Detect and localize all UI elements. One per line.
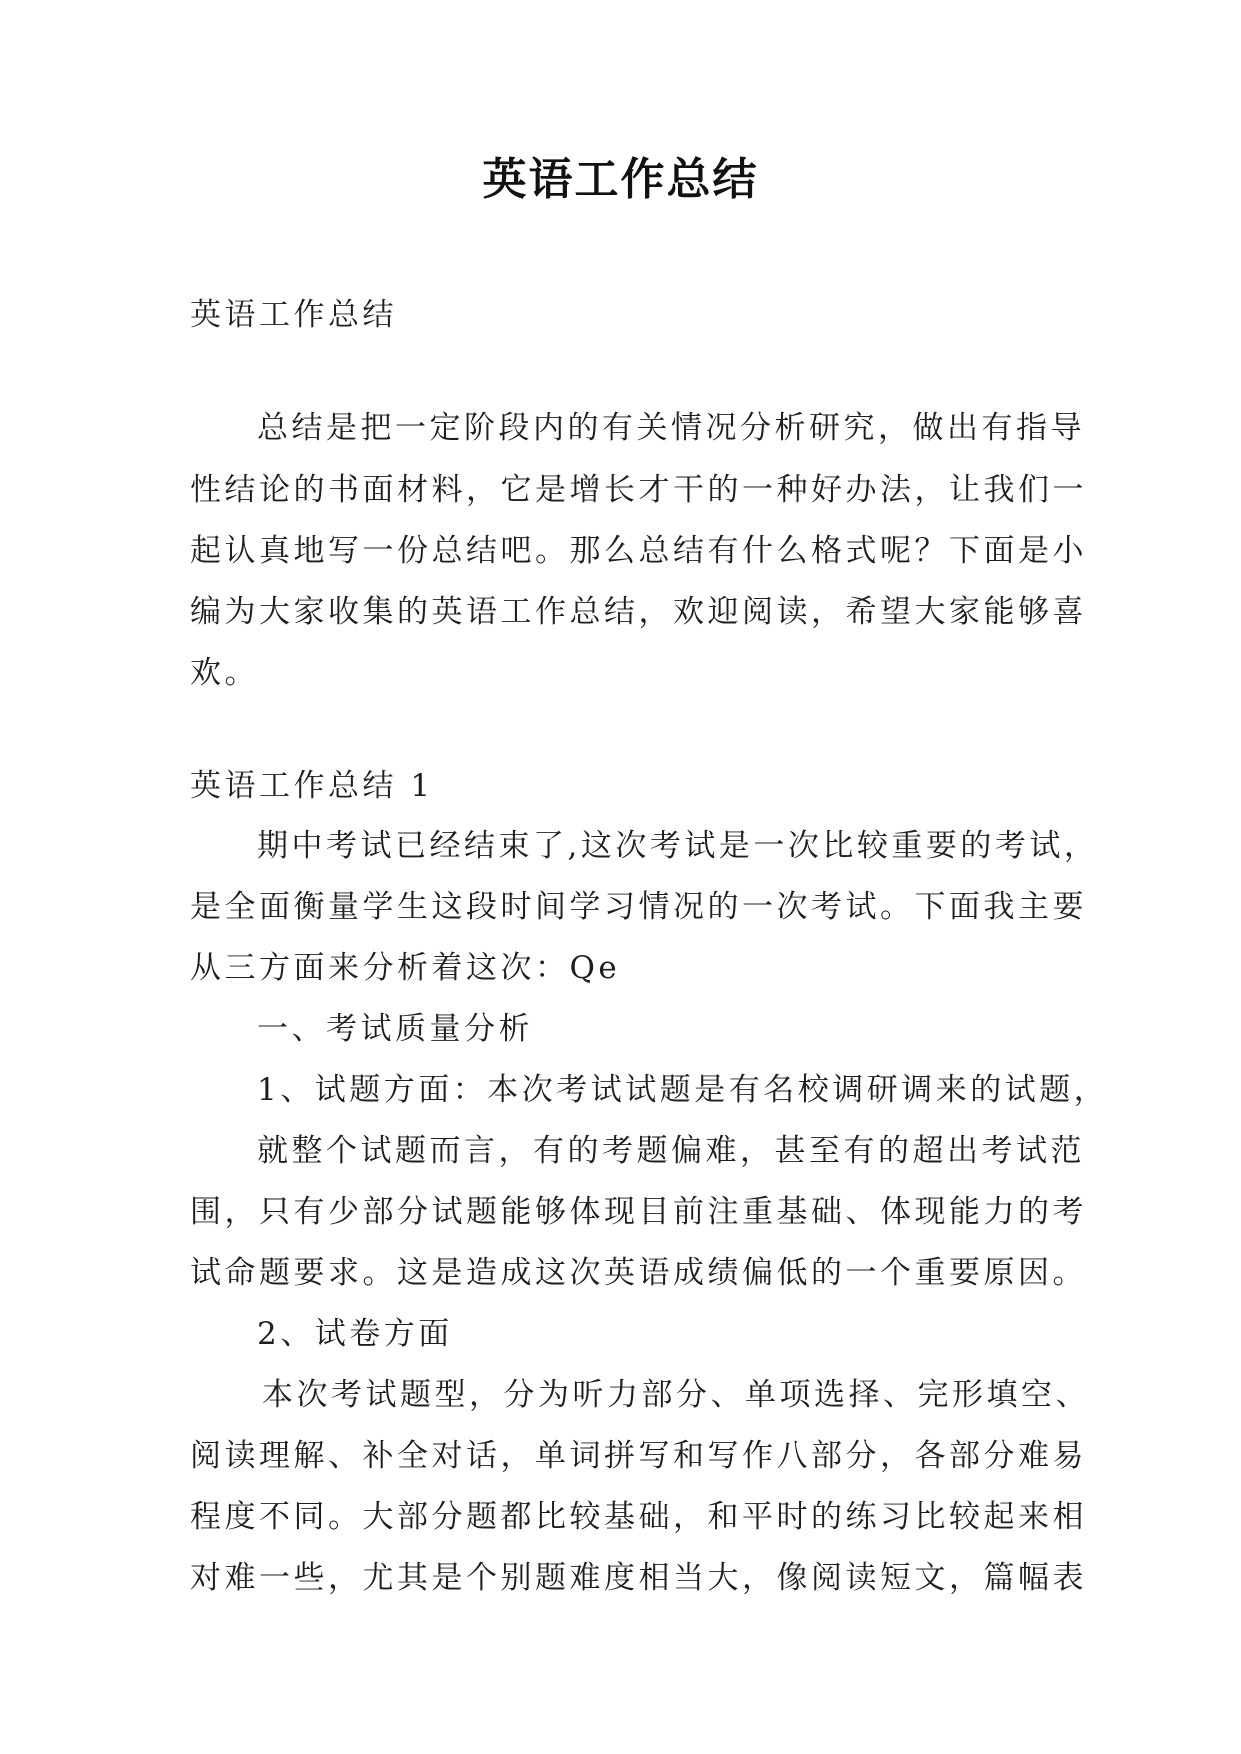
item1-line-2: 围，只有少部分试题能够体现目前注重基础、体现能力的考 <box>190 1194 1087 1230</box>
section1-line-3: 从三方面来分析着这次：Qe <box>190 950 621 986</box>
intro-line-3: 起认真地写一份总结吧。那么总结有什么格式呢？下面是小 <box>190 533 1087 569</box>
intro-line-1: 总结是把一定阶段内的有关情况分析研究，做出有指导 <box>257 410 1085 446</box>
item2-line-2: 阅读理解、补全对话，单词拼写和写作八部分，各部分难易 <box>190 1438 1087 1474</box>
sub-heading-quality-analysis: 一、考试质量分析 <box>257 1011 533 1047</box>
document-subtitle: 英语工作总结 <box>190 297 397 333</box>
item2-heading: 2、试卷方面 <box>257 1316 453 1352</box>
section-heading: 英语工作总结 1 <box>190 768 434 804</box>
item2-line-3: 程度不同。大部分题都比较基础，和平时的练习比较起来相 <box>190 1499 1087 1535</box>
document-title: 英语工作总结 <box>482 154 759 205</box>
intro-line-5: 欢。 <box>190 655 259 691</box>
section1-line-2: 是全面衡量学生这段时间学习情况的一次考试。下面我主要 <box>190 889 1087 925</box>
item1-line-1: 就整个试题而言，有的考题偏难，甚至有的超出考试范 <box>257 1133 1085 1169</box>
intro-line-4: 编为大家收集的英语工作总结，欢迎阅读，希望大家能够喜 <box>190 594 1087 630</box>
intro-line-2: 性结论的书面材料，它是增长才干的一种好办法，让我们一 <box>190 472 1087 508</box>
item2-line-4: 对难一些，尤其是个别题难度相当大，像阅读短文，篇幅表 <box>190 1560 1087 1596</box>
item1-heading: 1、试题方面：本次考试试题是有名校调研调来的试题， <box>257 1072 1109 1108</box>
item1-line-3: 试命题要求。这是造成这次英语成绩偏低的一个重要原因。 <box>190 1255 1087 1291</box>
item2-line-1: 本次考试题型，分为听力部分、单项选择、完形填空、 <box>262 1377 1090 1413</box>
section1-line-1: 期中考试已经结束了,这次考试是一次比较重要的考试， <box>257 828 1099 864</box>
